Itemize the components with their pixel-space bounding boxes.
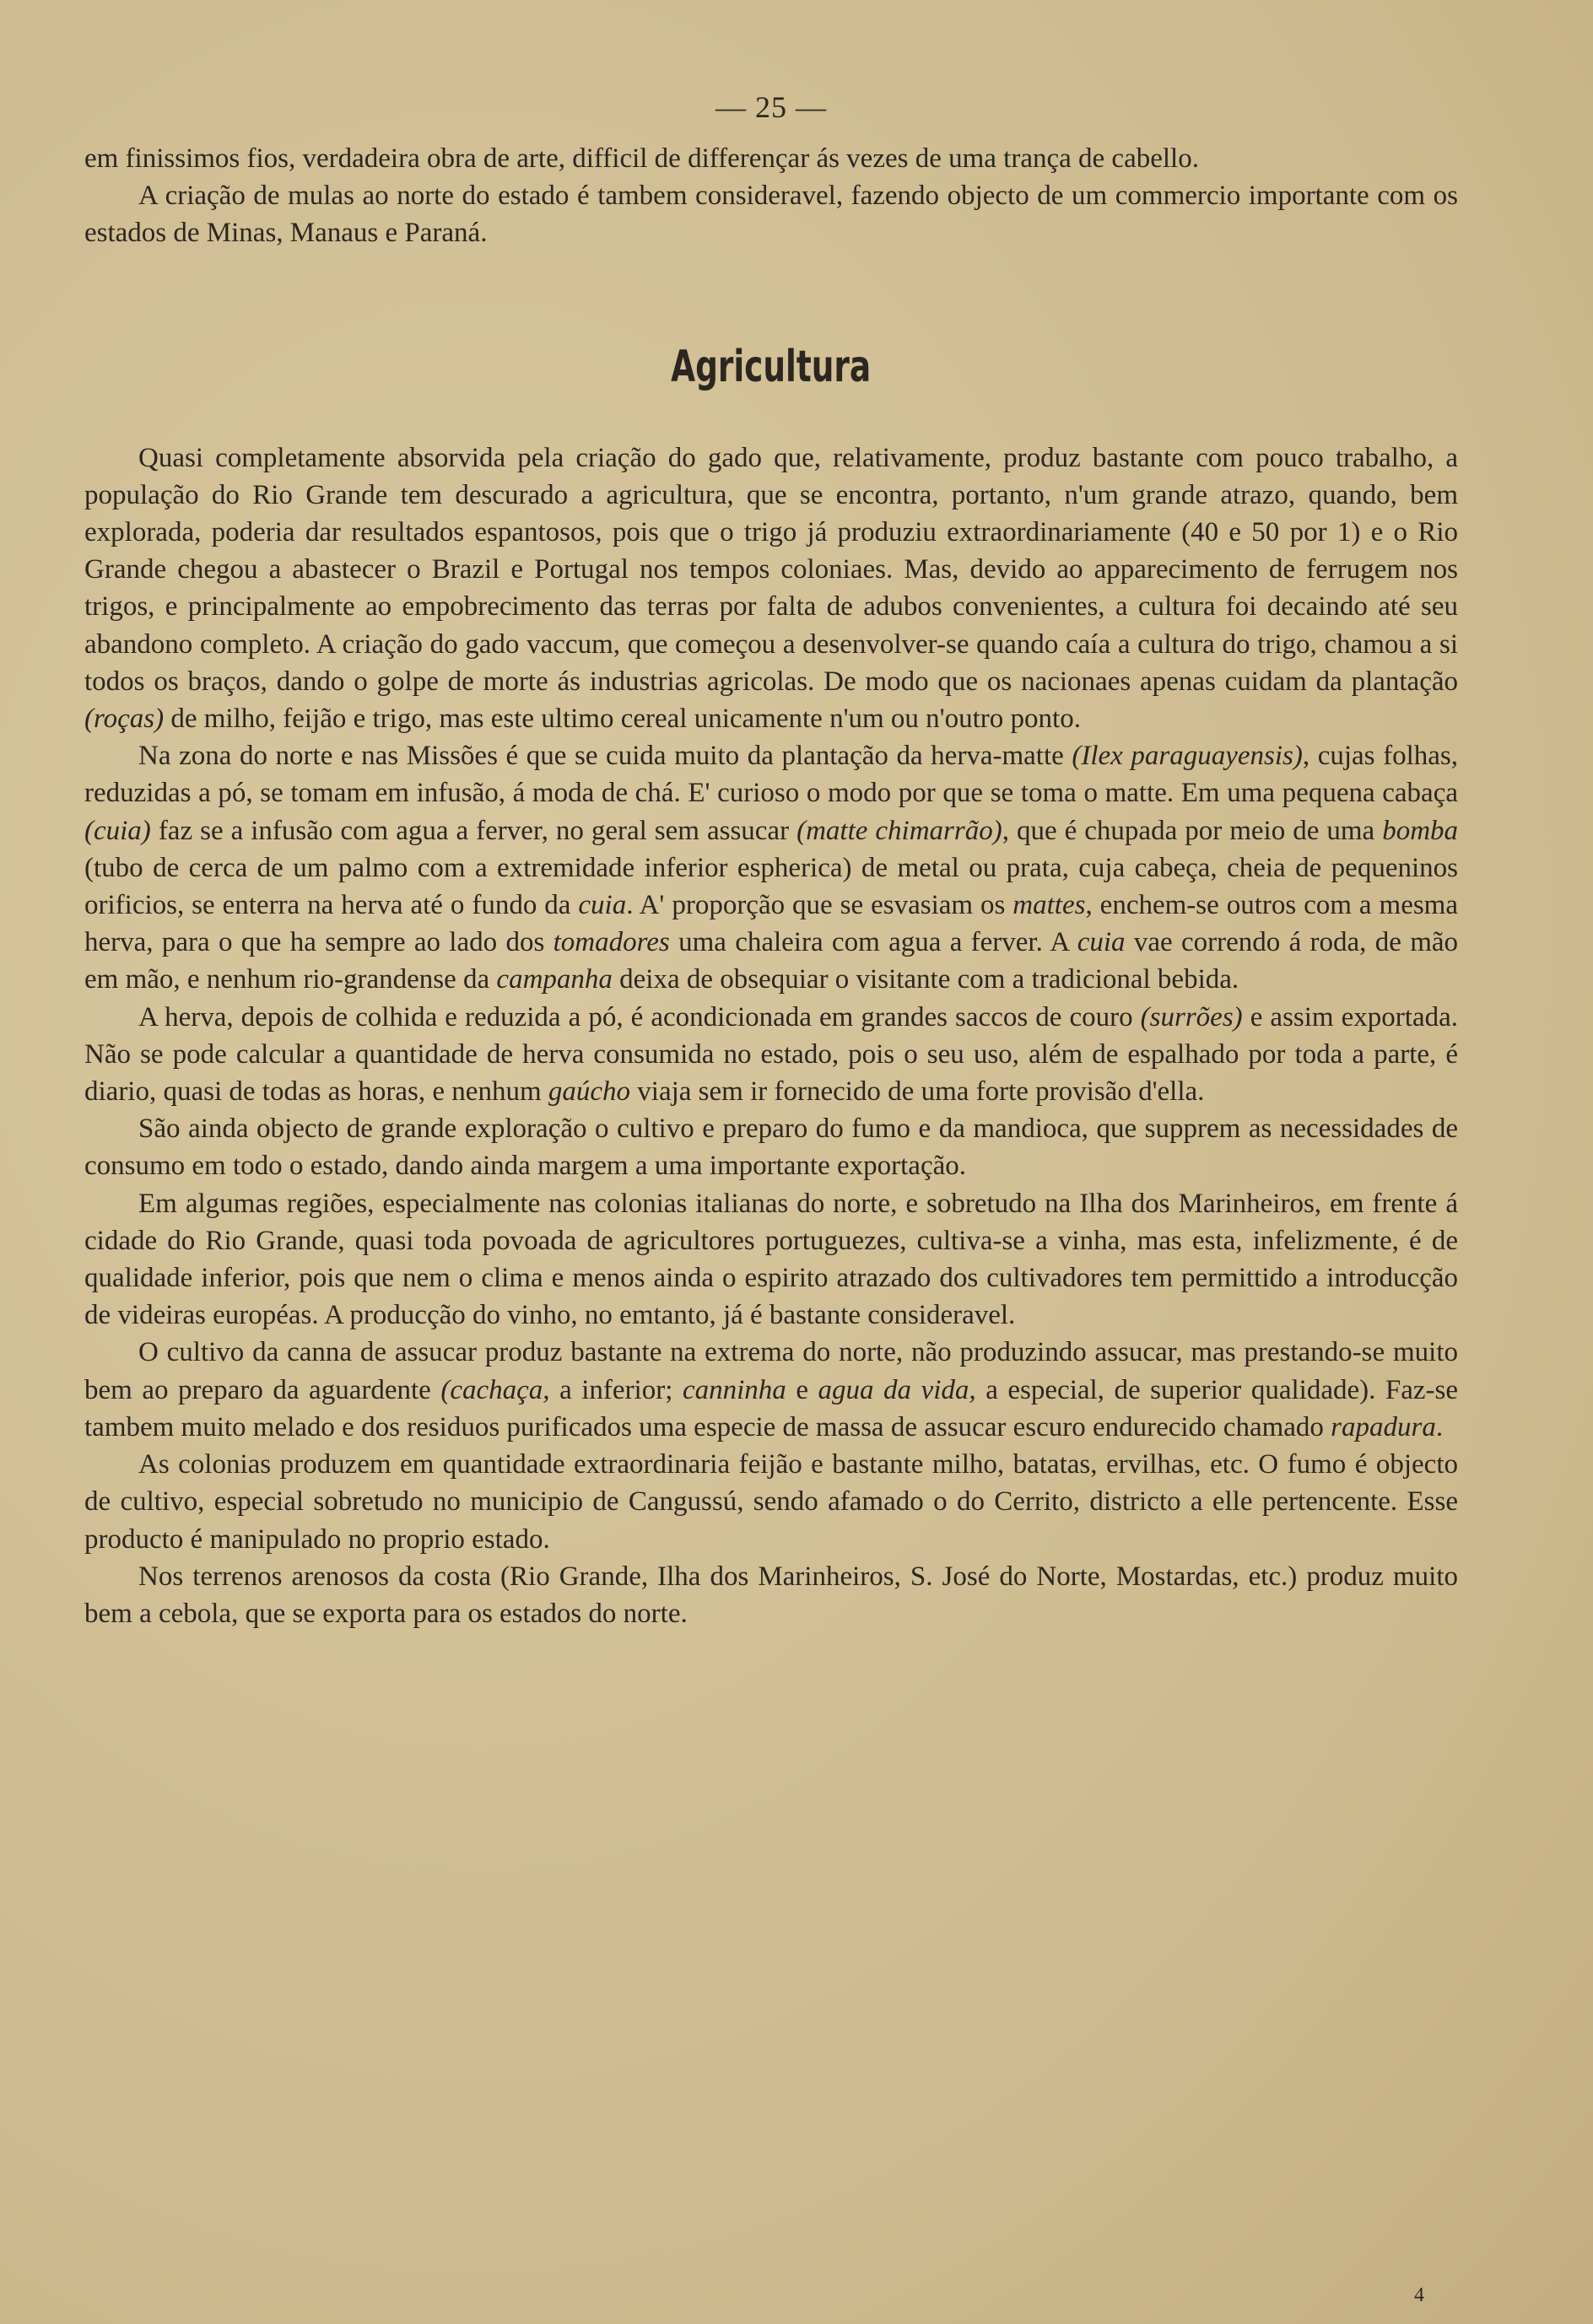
paragraph-3: A herva, depois de colhida e reduzida a pó, é acondicionada em grandes saccos de couro (surrões) e assim exportada. Não se pode calcular a quantidade de herva consumida no estado, pois o seu uso, além de espalhado por toda a parte, é diario, quasi de todas as horas, e nenhum gaúcho viaja sem ir fornecido de uma forte provisão d'ella. [84,1001,1459,1108]
paragraph-2: Na zona do norte e nas Missões é que se cuida muito da plantação da herva-matte (Ilex paraguayensis), cujas folhas, reduzidas a pó, se tomam em infusão, á moda de chá. E' curioso o modo por que se toma o matte. Em uma pequena cabaça (cuia) faz se a infusão com agua a ferver, no geral sem assucar (matte chimarrão), que é chupada por meio de uma bomba (tubo de cerca de um palmo com a extremidade inferior espherica) de metal ou prata, cuja cabeça, cheia de pequeninos orificios, se enterra na herva até o fundo da cuia. A' proporção que se esvasiam os mattes, enchem-se outros com a mesma herva, para o que ha sempre ao lado dos tomadores uma chaleira com agua a ferver. A cuia vae correndo á roda, de mão em mão, e nenhum rio-grandense da campanha deixa de obsequiar o visitante com a tradicional bebida. [84,741,1459,995]
section-title: Agricultura [671,341,872,392]
section-heading-wrap [84,342,1458,392]
paragraph-4: São ainda objecto de grande exploração o cultivo e preparo do fumo e da mandioca, que supprem as necessidades de consumo em todo o estado, dando ainda margem a uma importante exportação. [84,1113,1458,1182]
intro-paragraph-2: A criação de mulas ao norte do estado é tambem consideravel, fazendo objecto de um commercio importante com os estados de Minas, Manaus e Paraná. [84,181,1458,249]
intro-paragraph-1: em finissimos fios, verdadeira obra de arte, difficil de differençar ás vezes de uma trança de cabello. [84,143,1199,174]
paragraph-7: As colonias produzem em quantidade extraordinaria feijão e bastante milho, batatas, ervilhas, etc. O fumo é objecto de cultivo, especial sobretudo no municipio de Cangussú, sendo afamado o do Cerrito, districto a elle pertencente. Esse producto é manipulado no proprio estado. [84,1449,1458,1555]
page-number: — 25 — [716,90,827,124]
paragraph-8: Nos terrenos arenosos da costa (Rio Grande, Ilha dos Marinheiros, S. José do Norte, Mostardas, etc.) produz muito bem a cebola, que se exporta para os estados do norte. [84,1561,1458,1629]
paragraph-1: Quasi completamente absorvida pela criação do gado que, relativamente, produz bastante com pouco trabalho, a população do Rio Grande tem descurado a agricultura, que se encontra, portanto, n'um grande atrazo, quando, bem explorada, poderia dar resultados espantosos, pois que o trigo já produziu extraordinariamente (40 e 50 por 1) e o Rio Grande chegou a abastecer o Brazil e Portugal nos tempos coloniaes. Mas, devido ao apparecimento de ferrugem nos trigos, e principalmente ao empobrecimento das terras por falta de adubos convenientes, a cultura foi decaindo até seu abandono completo. A criação do gado vaccum, que começou a desenvolver-se quando caía a cultura do trigo, chamou a si todos os braços, dando o golpe de morte ás industrias agricolas. De modo que os nacionaes apenas cuidam da plantação (roças) de milho, feijão e trigo, mas este ultimo cereal unicamente n'um ou n'outro ponto. [84,442,1458,735]
paragraph-6: O cultivo da canna de assucar produz bastante na extrema do norte, não produzindo assucar, mas prestando-se muito bem ao preparo da aguardente (cachaça, a inferior; canninha e agua da vida, a especial, de superior qualidade). Faz-se tambem muito melado e dos residuos purificados uma especie de massa de assucar escuro endurecido chamado rapadura. [84,1337,1459,1442]
signature-mark: 4 [1414,2284,1424,2306]
paragraph-5: Em algumas regiões, especialmente nas colonias italianas do norte, e sobretudo na Ilha dos Marinheiros, em frente á cidade do Rio Grande, quasi toda povoada de agricultores portuguezes, cultiva-se a vinha, mas esta, infelizmente, é de qualidade inferior, pois que nem o clima e menos ainda o espirito atrazado dos cultivadores tem permittido a introducção de videiras européas. A producção do vinho, no emtanto, já é bastante consideravel. [84,1188,1458,1331]
